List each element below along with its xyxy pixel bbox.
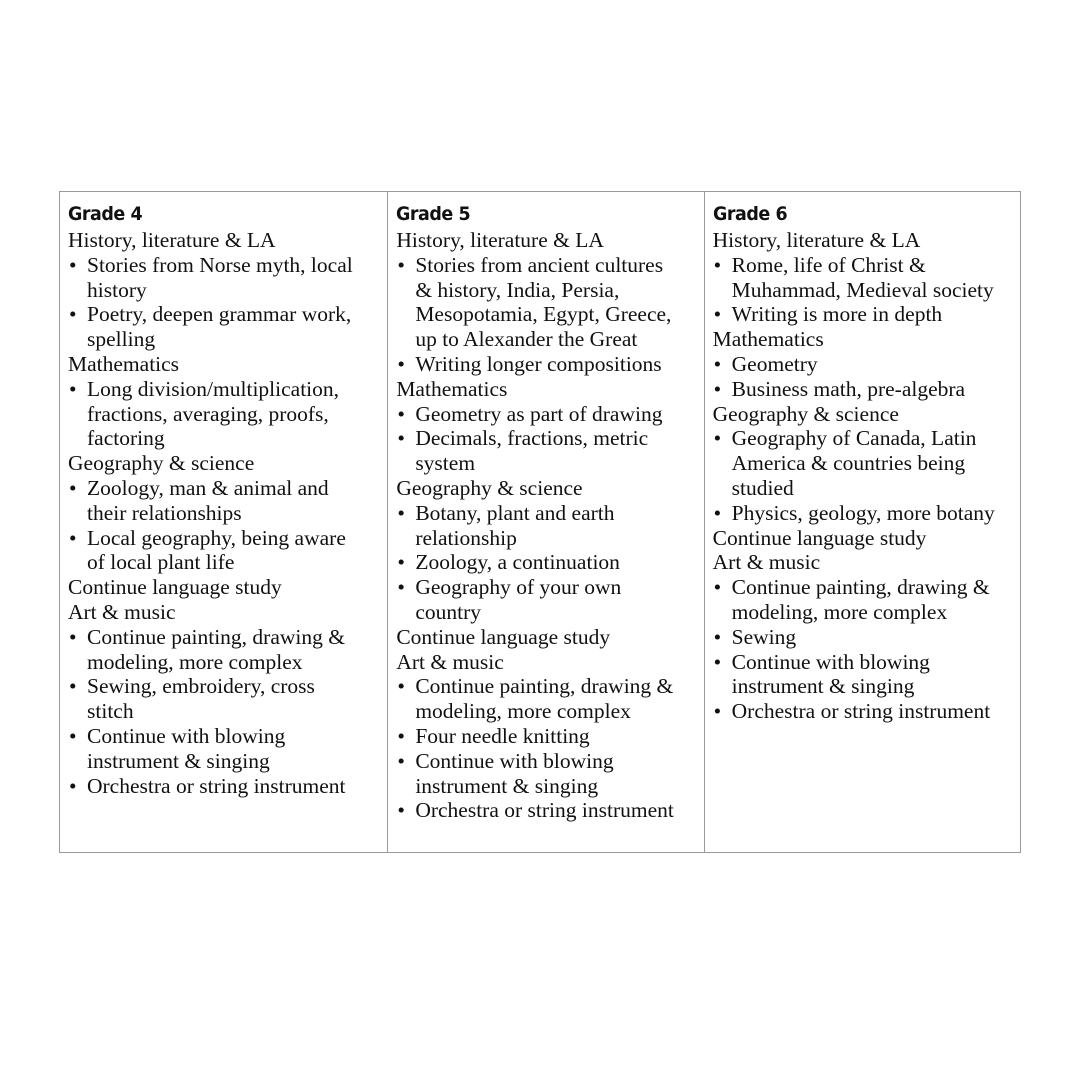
topic-list	[396, 253, 703, 377]
bullet-icon: •	[397, 351, 405, 376]
bullet-icon: •	[69, 674, 77, 699]
topic-text: Orchestra or string instrument	[415, 798, 674, 823]
topic-list	[68, 253, 387, 352]
topic-item	[396, 501, 703, 551]
topic-list	[396, 501, 703, 625]
grade-6-column	[704, 192, 1020, 852]
topic-item	[68, 302, 387, 352]
bullet-icon: •	[397, 252, 405, 277]
bullet-icon: •	[397, 748, 405, 773]
bullet-icon: •	[69, 723, 77, 748]
grade-4-column	[60, 192, 387, 852]
topic-item	[713, 625, 1020, 650]
topic-item	[713, 426, 1020, 500]
topic-text: Continue with blowing instrument & singing	[731, 649, 930, 699]
topic-item	[713, 501, 1020, 526]
subject-heading: Continue language study	[68, 575, 282, 600]
topic-text: Orchestra or string instrument	[87, 773, 346, 798]
grade-title: Grade 6	[712, 203, 787, 225]
topic-item	[713, 377, 1020, 402]
topic-text: Continue painting, drawing & modeling, more complex	[731, 575, 990, 624]
topic-list	[713, 352, 1020, 402]
topic-item	[68, 526, 387, 576]
topic-item	[396, 798, 703, 823]
topic-list	[713, 575, 1020, 724]
topic-item	[68, 674, 387, 724]
subject-heading: Art & music	[712, 550, 821, 575]
bullet-icon: •	[713, 302, 722, 327]
subject-heading: Geography & science	[68, 451, 255, 476]
topic-item	[713, 253, 1020, 303]
subject-heading: Art & music	[396, 649, 504, 674]
topic-text: Writing longer compositions	[415, 351, 662, 376]
topic-list	[713, 253, 1020, 327]
topic-item	[396, 426, 703, 476]
topic-list	[68, 625, 387, 799]
topic-text: Physics, geology, more botany	[731, 500, 995, 525]
subject-heading: History, literature & LA	[712, 228, 921, 252]
topic-list	[396, 674, 703, 823]
topic-list	[396, 402, 703, 476]
topic-item	[68, 774, 387, 799]
topic-text: Zoology, man & animal and their relationships	[87, 475, 329, 525]
bullet-icon: •	[713, 500, 722, 525]
topic-text: Writing is more in depth	[731, 302, 943, 327]
bullet-icon: •	[713, 376, 722, 401]
topic-item	[396, 550, 703, 575]
topic-text: Long division/multiplication, fractions, averaging, proofs, factoring	[87, 376, 340, 451]
topic-item	[396, 724, 703, 749]
subject-heading: Mathematics	[396, 376, 508, 401]
bullet-icon: •	[397, 575, 405, 600]
bullet-icon: •	[713, 649, 722, 674]
topic-item	[396, 575, 703, 625]
topic-text: Business math, pre-algebra	[731, 376, 966, 401]
topic-item	[713, 302, 1020, 327]
subject-heading: Continue language study	[712, 525, 927, 550]
bullet-icon: •	[713, 624, 722, 649]
subject-heading: Geography & science	[712, 401, 899, 426]
topic-item	[396, 749, 703, 799]
bullet-icon: •	[69, 624, 77, 649]
bullet-icon: •	[69, 376, 77, 401]
bullet-icon: •	[69, 525, 77, 550]
topic-text: Geography of your own country	[415, 575, 622, 624]
topic-text: Geometry	[731, 351, 818, 376]
topic-item	[68, 253, 387, 303]
curriculum-table	[59, 191, 1021, 853]
topic-text: Geography of Canada, Latin America & countries being studied	[731, 426, 977, 500]
topic-item	[713, 699, 1020, 724]
topic-text: Continue with blowing instrument & singing	[415, 748, 614, 798]
topic-text: Sewing	[731, 624, 797, 649]
subject-heading: Mathematics	[712, 327, 824, 352]
subject-heading: Art & music	[68, 599, 176, 624]
subject-heading: Mathematics	[68, 351, 180, 376]
bullet-icon: •	[713, 252, 722, 277]
topic-text: Four needle knitting	[415, 723, 590, 748]
topic-item	[68, 724, 387, 774]
grade-title: Grade 5	[396, 203, 471, 225]
bullet-icon: •	[713, 699, 722, 724]
topic-text: Continue painting, drawing & modeling, more complex	[87, 624, 345, 674]
topic-list	[68, 476, 387, 575]
topic-text: Continue with blowing instrument & singing	[87, 723, 286, 773]
bullet-icon: •	[69, 475, 77, 500]
topic-text: Stories from Norse myth, local history	[87, 252, 353, 302]
topic-text: Poetry, deepen grammar work, spelling	[87, 302, 352, 352]
topic-text: Zoology, a continuation	[415, 550, 620, 575]
grade-title: Grade 4	[68, 203, 143, 225]
bullet-icon: •	[713, 351, 722, 376]
topic-list	[713, 426, 1020, 525]
bullet-icon: •	[397, 723, 405, 748]
grade-5-column	[387, 192, 703, 852]
bullet-icon: •	[397, 798, 405, 823]
bullet-icon: •	[397, 550, 405, 575]
bullet-icon: •	[397, 674, 405, 699]
subject-heading: Continue language study	[396, 624, 611, 649]
topic-text: Stories from ancient cultures & history, India, Persia, Mesopotamia, Egypt, Greece, up to Alexander the Great	[415, 252, 672, 352]
bullet-icon: •	[713, 426, 722, 451]
topic-text: Orchestra or string instrument	[731, 699, 991, 724]
bullet-icon: •	[397, 426, 405, 451]
topic-item	[396, 402, 703, 427]
topic-item	[396, 352, 703, 377]
subject-heading: History, literature & LA	[68, 228, 276, 252]
subject-heading: Geography & science	[396, 475, 583, 500]
topic-item	[713, 575, 1020, 625]
topic-text: Local geography, being aware of local plant life	[87, 525, 346, 575]
topic-text: Botany, plant and earth relationship	[415, 500, 615, 550]
bullet-icon: •	[69, 773, 77, 798]
topic-text: Geometry as part of drawing	[415, 401, 663, 426]
topic-item	[68, 377, 387, 451]
bullet-icon: •	[69, 252, 77, 277]
bullet-icon: •	[69, 302, 77, 327]
subject-heading: History, literature & LA	[396, 228, 604, 252]
topic-list	[68, 377, 387, 451]
topic-text: Decimals, fractions, metric system	[415, 426, 649, 476]
bullet-icon: •	[397, 500, 405, 525]
bullet-icon: •	[713, 575, 722, 600]
topic-item	[396, 253, 703, 352]
topic-item	[68, 476, 387, 526]
topic-item	[713, 352, 1020, 377]
topic-text: Continue painting, drawing & modeling, more complex	[415, 674, 674, 724]
topic-item	[396, 674, 703, 724]
topic-item	[68, 625, 387, 675]
topic-text: Rome, life of Christ & Muhammad, Medieval society	[731, 252, 994, 302]
bullet-icon: •	[397, 401, 405, 426]
topic-text: Sewing, embroidery, cross stitch	[87, 674, 315, 724]
topic-item	[713, 650, 1020, 700]
